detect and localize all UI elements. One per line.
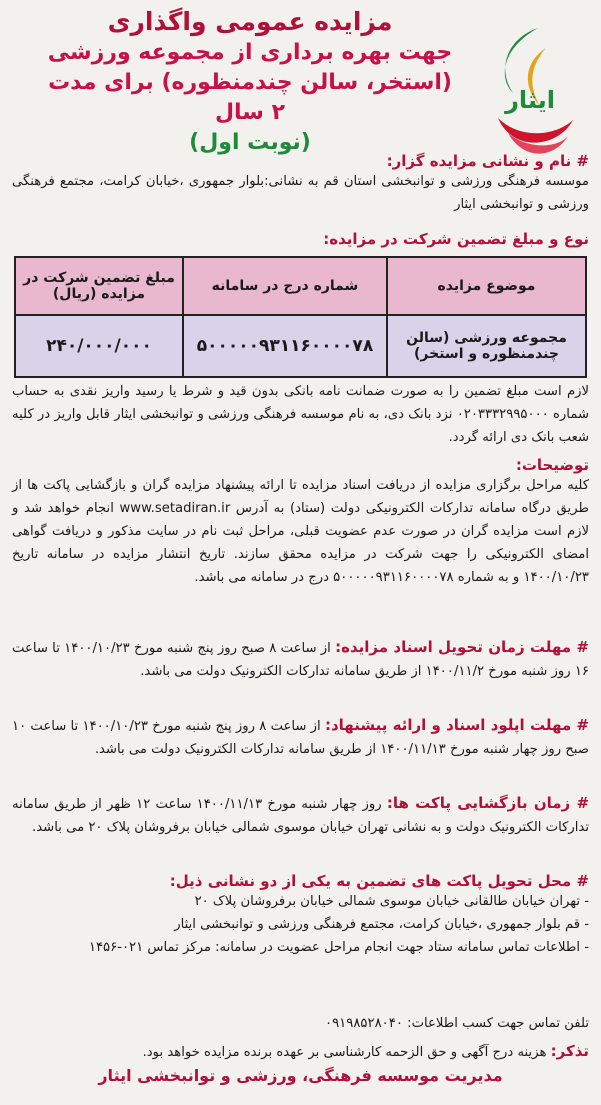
round-label: (نوبت اول) xyxy=(189,130,311,155)
cell-number: ۵۰۰۰۰۰۹۳۱۱۶۰۰۰۰۷۸ xyxy=(183,315,387,377)
reminder-text: هزینه درج آگهی و حق الزحمه کارشناسی بر عهده برنده مزایده خواهد بود. xyxy=(142,1045,547,1060)
guarantee-table xyxy=(14,256,587,378)
organizer-heading: # نام و نشانی مزایده گزار: xyxy=(386,152,589,170)
delivery-item: - تهران خیابان طالقانی خیابان موسوی شمالی خیابان برفروشان پلاک ۲۰ xyxy=(194,894,589,909)
delivery-item: - قم بلوار جمهوری ،خیابان کرامت، مجتمع فرهنگی ورزشی و توانبخشی ایثار xyxy=(174,917,589,932)
organizer-text: موسسه فرهنگی ورزشی و توانبخشی استان قم به نشانی:بلوار جمهوری ،خیابان کرامت، مجتمع فرهنگی ورزشی و توانبخشی ایثار xyxy=(12,174,589,212)
explanations-heading: توضیحات: xyxy=(515,456,589,474)
guarantee-heading: نوع و مبلغ تضمین شرکت در مزایده: xyxy=(323,230,589,248)
table-row xyxy=(15,315,586,377)
title: مزایده عمومی واگذاری xyxy=(107,7,393,36)
col-subject: موضوع مزایده xyxy=(387,257,586,315)
organizer-section xyxy=(12,152,589,216)
deadline-offer-text: از ساعت ۸ روز پنج شنبه مورخ ۱۴۰۰/۱۰/۲۳ تا ساعت ۱۰ صبح روز چهار شنبه مورخ ۱۴۰۰/۱۱/۱۳ از طریق سامانه تدارکات الکترونیک دولت می باشد. xyxy=(12,719,589,757)
cell-amount: ۲۴۰/۰۰۰/۰۰۰ xyxy=(15,315,183,377)
subtitle-1: جهت بهره برداری از مجموعه ورزشی xyxy=(47,40,453,65)
header xyxy=(40,6,460,158)
contact-phone: تلفن تماس جهت کسب اطلاعات: ۰۹۱۹۸۵۲۸۰۴۰ xyxy=(325,1016,589,1031)
col-amount: مبلغ تضمین شرکت در مزایده (ریال) xyxy=(15,257,183,315)
explanations-text: کلیه مراحل برگزاری مزایده از دریافت اسناد مزایده تا ارائه پیشنهاد مزایده گران و بازگشایی پاکت ها از طریق درگاه سامانه تدارکات الکترونیکی دولت (ستاد) به آدرس www.setadiran.ir انجام خواهد شد و لازم است مزایده گران در صورت عدم عضویت قبلی، مراحل ثبت نام در سایت مذکور و دریافت گواهی امضای الکترونیکی را جهت شرکت در مزایده محقق سازند. تاریخ انتشار مزایده در سامانه تاریخ ۱۴۰۰/۱۰/۲۳ و به شماره ۵۰۰۰۰۰۹۳۱۱۶۰۰۰۰۷۸ درج در سامانه می باشد. xyxy=(12,478,589,585)
isar-logo xyxy=(468,8,588,168)
delivery-heading: # محل تحویل پاکت های تضمین به یکی از دو نشانی ذیل: xyxy=(169,872,589,890)
cell-subject: مجموعه ورزشی (سالن چندمنظوره و استخر) xyxy=(387,315,586,377)
delivery-item: - اطلاعات تماس سامانه ستاد جهت انجام مراحل عضویت در سامانه: مرکز تماس ۰۲۱-۱۴۵۶ xyxy=(88,940,589,955)
subtitle-2: (استخر، سالن چندمنظوره) برای مدت ۲ سال xyxy=(48,70,452,125)
opening-text: روز چهار شنبه مورخ ۱۴۰۰/۱۱/۱۳ ساعت ۱۲ ظهر از طریق سامانه تدارکات الکترونیک دولت و به نشانی تهران خیابان موسوی شمالی خیابان برفروشان پلاک ۲۰ می باشد. xyxy=(12,797,589,835)
col-number: شماره درج در سامانه xyxy=(183,257,387,315)
deadline-docs-heading: # مهلت زمان تحویل اسناد مزایده: xyxy=(335,638,589,656)
reminder-heading: تذکر: xyxy=(550,1042,589,1060)
deadline-offer-heading: # مهلت اپلود اسناد و ارائه پیشنهاد: xyxy=(324,716,589,734)
logo-text: ایثار xyxy=(505,86,555,114)
deadline-docs-text: از ساعت ۸ صبح روز پنج شنبه مورخ ۱۴۰۰/۱۰/۲۳ تا ساعت ۱۶ روز شنبه مورخ ۱۴۰۰/۱۱/۲ از طریق سامانه تدارکات الکترونیک دولت می باشد. xyxy=(12,641,589,679)
opening-heading: # زمان بازگشایی پاکت ها: xyxy=(386,794,590,812)
guarantee-note: لازم است مبلغ تضمین را به صورت ضمانت نامه بانکی بدون قید و شرط یا رسید واریز نقدی به حساب شماره ۰۲۰۳۳۳۲۹۹۵۰۰۰ نزد بانک دی، به نام موسسه فرهنگی ورزشی و توانبخشی ایثار قابل واریز در کلیه شعب بانک دی ارائه گردد. xyxy=(12,384,589,445)
footer-signature: مدیریت موسسه فرهنگی، ورزشی و توانبخشی ایثار xyxy=(98,1066,503,1085)
